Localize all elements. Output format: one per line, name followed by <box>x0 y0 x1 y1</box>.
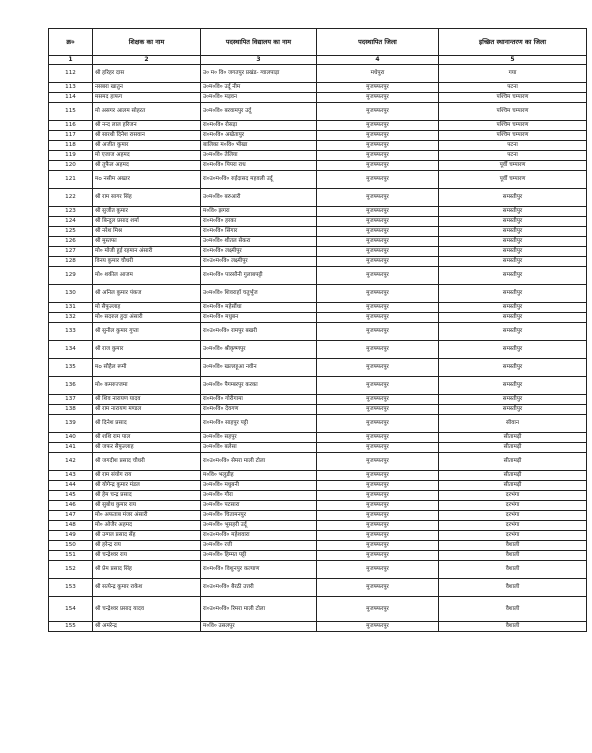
table-row <box>49 491 587 501</box>
desired-district: वैशाली <box>439 622 587 632</box>
teacher-name: श्री चन्द्रेश्वर राय <box>93 551 201 561</box>
teacher-name: श्री हेम चन्द्र प्रसाद <box>93 491 201 501</box>
row-serial: 150 <box>49 541 93 551</box>
table-row <box>49 65 587 83</box>
table-row <box>49 285 587 303</box>
teacher-name: मो० ओजैर अहमद <box>93 521 201 531</box>
row-serial: 118 <box>49 141 93 151</box>
header-row <box>49 29 587 56</box>
teacher-name: मो० मोजी हुई रहमान अंसारी <box>93 247 201 257</box>
teacher-name: श्री दिनेश प्रसाद <box>93 415 201 433</box>
posted-district: मुजफ्फरपुर <box>317 511 439 521</box>
posted-district: मुजफ्फरपुर <box>317 531 439 541</box>
table-row <box>49 443 587 453</box>
header-district: पदस्थापित जिला <box>317 29 439 56</box>
teacher-name: श्री तुफैल अहमद <box>93 161 201 171</box>
posted-district: मुजफ्फरपुर <box>317 541 439 551</box>
table-row <box>49 471 587 481</box>
posted-district: मुजफ्फरपुर <box>317 131 439 141</box>
school-name: रा०म०वि० गोरीगामा <box>201 395 317 405</box>
teacher-name: श्री मुस्तफा <box>93 237 201 247</box>
posted-district: मुजफ्फरपुर <box>317 141 439 151</box>
posted-district: मुजफ्फरपुर <box>317 481 439 491</box>
column-number: 1 <box>49 56 93 65</box>
teacher-name: श्री राम संयोग राय <box>93 471 201 481</box>
row-serial: 144 <box>49 481 93 491</box>
teacher-name: नसबरा खातुन <box>93 83 201 93</box>
posted-district: मुजफ्फरपुर <box>317 415 439 433</box>
row-serial: 112 <box>49 65 93 83</box>
desired-district: समस्तीपुर <box>439 267 587 285</box>
row-serial: 138 <box>49 405 93 415</box>
teacher-name: श्री जफर सैफुल्लाह <box>93 443 201 453</box>
teacher-name: मो० कमरुज्जमा <box>93 377 201 395</box>
table-row <box>49 303 587 313</box>
teacher-name: श्री शिव नारायण यादव <box>93 395 201 405</box>
table-row <box>49 141 587 151</box>
table-row <box>49 433 587 443</box>
teacher-name: श्री अजीत कुमार <box>93 141 201 151</box>
school-name: रा०म०वि० लक्ष्मीपुर <box>201 247 317 257</box>
desired-district: समस्तीपुर <box>439 313 587 323</box>
table-row <box>49 405 587 415</box>
row-serial: 129 <box>49 267 93 285</box>
school-name: उ०म०वि० उर्दू नीम <box>201 83 317 93</box>
row-serial: 143 <box>49 471 93 481</box>
desired-district: दरभंगा <box>439 521 587 531</box>
table-row <box>49 415 587 433</box>
table-row <box>49 551 587 561</box>
school-name: उ०म०वि० खल्लहूआ नवीन <box>201 359 317 377</box>
posted-district: मुजफ्फरपुर <box>317 471 439 481</box>
school-name: उ०म०वि० भूसहरी उर्दू <box>201 521 317 531</box>
desired-district: सीतामढ़ी <box>439 443 587 453</box>
school-name: रा०उ०म०वि० रामपुर बखरी <box>201 323 317 341</box>
posted-district: मुजफ्फरपुर <box>317 285 439 303</box>
table-row <box>49 207 587 217</box>
posted-district: मुजफ्फरपुर <box>317 257 439 267</box>
row-serial: 125 <box>49 227 93 237</box>
school-name: म०वि० झगरा <box>201 207 317 217</box>
table-row <box>49 481 587 491</box>
column-number: 5 <box>439 56 587 65</box>
desired-district: दरभंगा <box>439 491 587 501</box>
transfer-table <box>48 28 587 632</box>
posted-district: मुजफ्फरपुर <box>317 83 439 93</box>
school-name: उ०म०वि० हिम्मत पट्टी <box>201 551 317 561</box>
table-row <box>49 103 587 121</box>
desired-district: समस्तीपुर <box>439 285 587 303</box>
posted-district: मुजफ्फरपुर <box>317 453 439 471</box>
desired-district: समस्तीपुर <box>439 227 587 237</box>
row-serial: 134 <box>49 341 93 359</box>
teacher-name: श्री बिन्दुल प्रसाद शर्मा <box>93 217 201 227</box>
school-name: उ०म०वि० सहपुर <box>201 433 317 443</box>
row-serial: 137 <box>49 395 93 405</box>
table-row <box>49 257 587 267</box>
desired-district: सीतामढ़ी <box>439 481 587 491</box>
posted-district: मधेपुरा <box>317 65 439 83</box>
teacher-name: मो असगर आलम सोहरत <box>93 103 201 121</box>
school-name: रा०म०वि० हरका <box>201 217 317 227</box>
header-teacher-name: शिक्षक का नाम <box>93 29 201 56</box>
row-serial: 122 <box>49 189 93 207</box>
teacher-name: श्री राम सागर सिंह <box>93 189 201 207</box>
table-row <box>49 359 587 377</box>
posted-district: मुजफ्फरपुर <box>317 151 439 161</box>
table-row <box>49 453 587 471</box>
posted-district: मुजफ्फरपुर <box>317 521 439 531</box>
teacher-name: विनय कुमार चौधरी <box>93 257 201 267</box>
row-serial: 141 <box>49 443 93 453</box>
posted-district: मुजफ्फरपुर <box>317 93 439 103</box>
school-name: रा०म०वि० रोसड़ा <box>201 121 317 131</box>
row-serial: 136 <box>49 377 93 395</box>
posted-district: मुजफ्फरपुर <box>317 217 439 227</box>
table-row <box>49 247 587 257</box>
desired-district: सीतामढ़ी <box>439 471 587 481</box>
desired-district: समस्तीपुर <box>439 189 587 207</box>
desired-district: समस्तीपुर <box>439 377 587 395</box>
school-name: रा०उ०म०वि० रुईदासद महवली उर्दू <box>201 171 317 189</box>
desired-district: समस्तीपुर <box>439 207 587 217</box>
teacher-name: मो० अफताब मंजर अंसारी <box>93 511 201 521</box>
desired-district: समस्तीपुर <box>439 303 587 313</box>
row-serial: 120 <box>49 161 93 171</box>
teacher-name: श्री राज कुमार <box>93 341 201 359</box>
school-name: रा०म०वि० साहपुर पट्टी <box>201 415 317 433</box>
posted-district: मुजफ्फरपुर <box>317 395 439 405</box>
desired-district: पटना <box>439 83 587 93</box>
teacher-name: श्री सुजीत कुमार <box>93 207 201 217</box>
school-name: रा०म०वि० देवगण <box>201 405 317 415</box>
table-row <box>49 501 587 511</box>
row-serial: 131 <box>49 303 93 313</box>
column-number: 3 <box>201 56 317 65</box>
row-serial: 123 <box>49 207 93 217</box>
desired-district: वैशाली <box>439 561 587 579</box>
school-name: उ०म०वि० चितामनपुर <box>201 511 317 521</box>
row-serial: 151 <box>49 551 93 561</box>
posted-district: मुजफ्फरपुर <box>317 323 439 341</box>
posted-district: मुजफ्फरपुर <box>317 501 439 511</box>
desired-district: वैशाली <box>439 579 587 597</box>
school-name: रा०म०वि० पारसौनी गुलाबपट्टी <box>201 267 317 285</box>
desired-district: समस्तीपुर <box>439 405 587 415</box>
school-name: रा०म०वि० पिपरा राध <box>201 161 317 171</box>
row-serial: 155 <box>49 622 93 632</box>
teacher-name: श्री सारथी दिनेश रासवान <box>93 131 201 141</box>
school-name: उ०म०वि० श्रीकृष्णपुर <box>201 341 317 359</box>
desired-district: समस्तीपुर <box>439 257 587 267</box>
desired-district: वैशाली <box>439 541 587 551</box>
school-name: उ०म०वि० रत्ती <box>201 541 317 551</box>
school-name: उ०म०वि० शीतल सेकरा <box>201 237 317 247</box>
row-serial: 121 <box>49 171 93 189</box>
teacher-name: श्री सुबोध कुमार राय <box>93 501 201 511</box>
desired-district: दरभंगा <box>439 511 587 521</box>
table-row <box>49 323 587 341</box>
row-serial: 152 <box>49 561 93 579</box>
school-name: उ०म०वि० मड़वन <box>201 93 317 103</box>
row-serial: 148 <box>49 521 93 531</box>
row-serial: 115 <box>49 103 93 121</box>
school-name: उ०म०वि० बलेसा <box>201 443 317 453</box>
posted-district: मुजफ्फरपुर <box>317 405 439 415</box>
row-serial: 127 <box>49 247 93 257</box>
table-row <box>49 83 587 93</box>
posted-district: मुजफ्फरपुर <box>317 237 439 247</box>
school-name: बालिका म०वि० भीखा <box>201 141 317 151</box>
row-serial: 126 <box>49 237 93 247</box>
table-row <box>49 227 587 237</box>
school-name: रा०म०वि० सिंगार <box>201 227 317 237</box>
row-serial: 142 <box>49 453 93 471</box>
desired-district: सीतामढ़ी <box>439 433 587 443</box>
school-name: उ०म०वि० बरुआरी <box>201 189 317 207</box>
teacher-name: श्री अमरेन्द्र <box>93 622 201 632</box>
row-serial: 132 <box>49 313 93 323</box>
teacher-name: श्री सत्येन्द्र कुमार राकेश <box>93 579 201 597</box>
teacher-name: श्री प्रेम प्रसाद सिंह <box>93 561 201 579</box>
school-name: उ०म०वि० पटसारा <box>201 501 317 511</box>
desired-district: समस्तीपुर <box>439 217 587 227</box>
school-name: रा०उ०म०वि० बैरठी उत्तरी <box>201 579 317 597</box>
school-name: उ०म०वि० पैगम्बरपुर करका <box>201 377 317 395</box>
posted-district: मुजफ्फरपुर <box>317 551 439 561</box>
posted-district: मुजफ्फरपुर <box>317 189 439 207</box>
teacher-name: श्री योगेन्द्र कुमार मंडल <box>93 481 201 491</box>
row-serial: 149 <box>49 531 93 541</box>
posted-district: मुजफ्फरपुर <box>317 161 439 171</box>
desired-district: पश्चिम चम्पारण <box>439 131 587 141</box>
desired-district: वैशाली <box>439 597 587 622</box>
row-serial: 114 <box>49 93 93 103</box>
school-name: रा०म०वि० महेसौंधा <box>201 303 317 313</box>
row-serial: 147 <box>49 511 93 521</box>
desired-district: समस्तीपुर <box>439 341 587 359</box>
school-name: म०वि० उसलपुर <box>201 622 317 632</box>
school-name: रा०म०वि० अखेतापुर <box>201 131 317 141</box>
desired-district: समस्तीपुर <box>439 323 587 341</box>
posted-district: मुजफ्फरपुर <box>317 341 439 359</box>
table-row <box>49 377 587 395</box>
desired-district: पूर्वी चम्पारण <box>439 171 587 189</box>
posted-district: मुजफ्फरपुर <box>317 597 439 622</box>
school-name: म०वि० भलुडीह <box>201 471 317 481</box>
table-row <box>49 131 587 141</box>
teacher-name: श्री शशि राम पाल <box>93 433 201 443</box>
row-serial: 128 <box>49 257 93 267</box>
row-serial: 130 <box>49 285 93 303</box>
posted-district: मुजफ्फरपुर <box>317 171 439 189</box>
table-row <box>49 395 587 405</box>
desired-district: सीतामढ़ी <box>439 453 587 471</box>
table-row <box>49 561 587 579</box>
school-name: उ०म०वि० गौरा <box>201 491 317 501</box>
desired-district: समस्तीपुर <box>439 237 587 247</box>
posted-district: मुजफ्फरपुर <box>317 359 439 377</box>
column-number: 4 <box>317 56 439 65</box>
header-desired-district: इच्छित स्थानान्तरण का जिला <box>439 29 587 56</box>
table-row <box>49 237 587 247</box>
school-name: उ०म०वि० बरवामपुर उर्दू <box>201 103 317 121</box>
table-row <box>49 622 587 632</box>
table-row <box>49 597 587 622</box>
table-row <box>49 151 587 161</box>
row-serial: 116 <box>49 121 93 131</box>
table-row <box>49 171 587 189</box>
school-name: उ०म०वि० तेलिया <box>201 151 317 161</box>
posted-district: मुजफ्फरपुर <box>317 103 439 121</box>
row-serial: 117 <box>49 131 93 141</box>
posted-district: मुजफ्फरपुर <box>317 227 439 237</box>
table-row <box>49 161 587 171</box>
posted-district: मुजफ्फरपुर <box>317 443 439 453</box>
row-serial: 146 <box>49 501 93 511</box>
teacher-name: श्री नन्द लाल हरिजन <box>93 121 201 131</box>
row-serial: 113 <box>49 83 93 93</box>
posted-district: मुजफ्फरपुर <box>317 121 439 131</box>
posted-district: मुजफ्फरपुर <box>317 207 439 217</box>
teacher-name: श्री सुनील कुमार गुप्ता <box>93 323 201 341</box>
table-row <box>49 217 587 227</box>
table-row <box>49 341 587 359</box>
table-row <box>49 511 587 521</box>
school-name: रा०उ०म०वि० लक्ष्मीपुर <box>201 257 317 267</box>
school-name: रा०म०वि० विशुनपुर कल्याण <box>201 561 317 579</box>
column-number: 2 <box>93 56 201 65</box>
desired-district: पश्चिम चम्पारण <box>439 103 587 121</box>
teacher-name: मो० शकील आजम <box>93 267 201 285</box>
teacher-name: श्री राम नारायण मण्डल <box>93 405 201 415</box>
teacher-name: मo नसीम अख्तर <box>93 171 201 189</box>
table-row <box>49 521 587 531</box>
teacher-name: मo सौहैल रूमी <box>93 359 201 377</box>
row-serial: 153 <box>49 579 93 597</box>
row-serial: 135 <box>49 359 93 377</box>
header-school-name: पदस्थापित विद्यालय का नाम <box>201 29 317 56</box>
posted-district: मुजफ्फरपुर <box>317 433 439 443</box>
desired-district: समस्तीपुर <box>439 359 587 377</box>
row-serial: 145 <box>49 491 93 501</box>
row-serial: 140 <box>49 433 93 443</box>
table-row <box>49 313 587 323</box>
teacher-name: श्री नरेश मिश्र <box>93 227 201 237</box>
teacher-name: मो सैफुल्लाह <box>93 303 201 313</box>
posted-district: मुजफ्फरपुर <box>317 561 439 579</box>
desired-district: दरभंगा <box>439 531 587 541</box>
teacher-name: श्री चन्द्रेश्वर प्रसाद यादव <box>93 597 201 622</box>
desired-district: गया <box>439 65 587 83</box>
table-row <box>49 189 587 207</box>
desired-district: दरभंगा <box>439 501 587 511</box>
posted-district: मुजफ्फरपुर <box>317 247 439 257</box>
posted-district: मुजफ्फरपुर <box>317 622 439 632</box>
teacher-name: मो० सदरुल हुदा अंसारी <box>93 313 201 323</box>
desired-district: पूर्वी चम्पारण <box>439 161 587 171</box>
desired-district: समस्तीपुर <box>439 395 587 405</box>
desired-district: सीवान <box>439 415 587 433</box>
desired-district: वैशाली <box>439 551 587 561</box>
row-serial: 133 <box>49 323 93 341</box>
table-row <box>49 541 587 551</box>
desired-district: पटना <box>439 141 587 151</box>
row-serial: 154 <box>49 597 93 622</box>
teacher-name: मसमद हाफग <box>93 93 201 103</box>
table-row <box>49 267 587 285</box>
teacher-name: श्री हरेन्द्र राय <box>93 541 201 551</box>
desired-district: पटना <box>439 151 587 161</box>
school-name: रा०उ०म०वि० सेमरा माली टोला <box>201 453 317 471</box>
document-page <box>48 28 586 632</box>
teacher-name: मो एजाज अहमद <box>93 151 201 161</box>
posted-district: मुजफ्फरपुर <box>317 491 439 501</box>
posted-district: मुजफ्फरपुर <box>317 313 439 323</box>
teacher-name: श्री अनिल कुमार पंकज <box>93 285 201 303</box>
posted-district: मुजफ्फरपुर <box>317 579 439 597</box>
table-row <box>49 579 587 597</box>
school-name: रा०उ०म०वि० महेशवारा <box>201 531 317 541</box>
row-serial: 119 <box>49 151 93 161</box>
header-serial: क्र० <box>49 29 93 56</box>
posted-district: मुजफ्फरपुर <box>317 303 439 313</box>
school-name: उ० म० वि० जगतपुर प्रखंड- ग्वालपाड़ा <box>201 65 317 83</box>
school-name: रा०म०वि० मधुबन <box>201 313 317 323</box>
teacher-name: श्री जगदीश प्रसाद चौधरी <box>93 453 201 471</box>
column-number-row <box>49 56 587 65</box>
school-name: रा०उ०म०वि० रिमरा माली टोला <box>201 597 317 622</box>
row-serial: 139 <box>49 415 93 433</box>
desired-district: समस्तीपुर <box>439 247 587 257</box>
teacher-name: श्री उग्गल प्रसाद सेंह <box>93 531 201 541</box>
school-name: उ०म०वि० मधुबनी <box>201 481 317 491</box>
row-serial: 124 <box>49 217 93 227</box>
teacher-name: श्री हरिहर दास <box>93 65 201 83</box>
posted-district: मुजफ्फरपुर <box>317 267 439 285</box>
desired-district: पश्चिम चम्पारण <box>439 121 587 131</box>
table-row <box>49 93 587 103</box>
table-row <box>49 121 587 131</box>
table-row <box>49 531 587 541</box>
posted-district: मुजफ्फरपुर <box>317 377 439 395</box>
school-name: उ०म०वि० शिवराहाँ चतुर्भुज <box>201 285 317 303</box>
desired-district: पश्चिम चम्पारण <box>439 93 587 103</box>
